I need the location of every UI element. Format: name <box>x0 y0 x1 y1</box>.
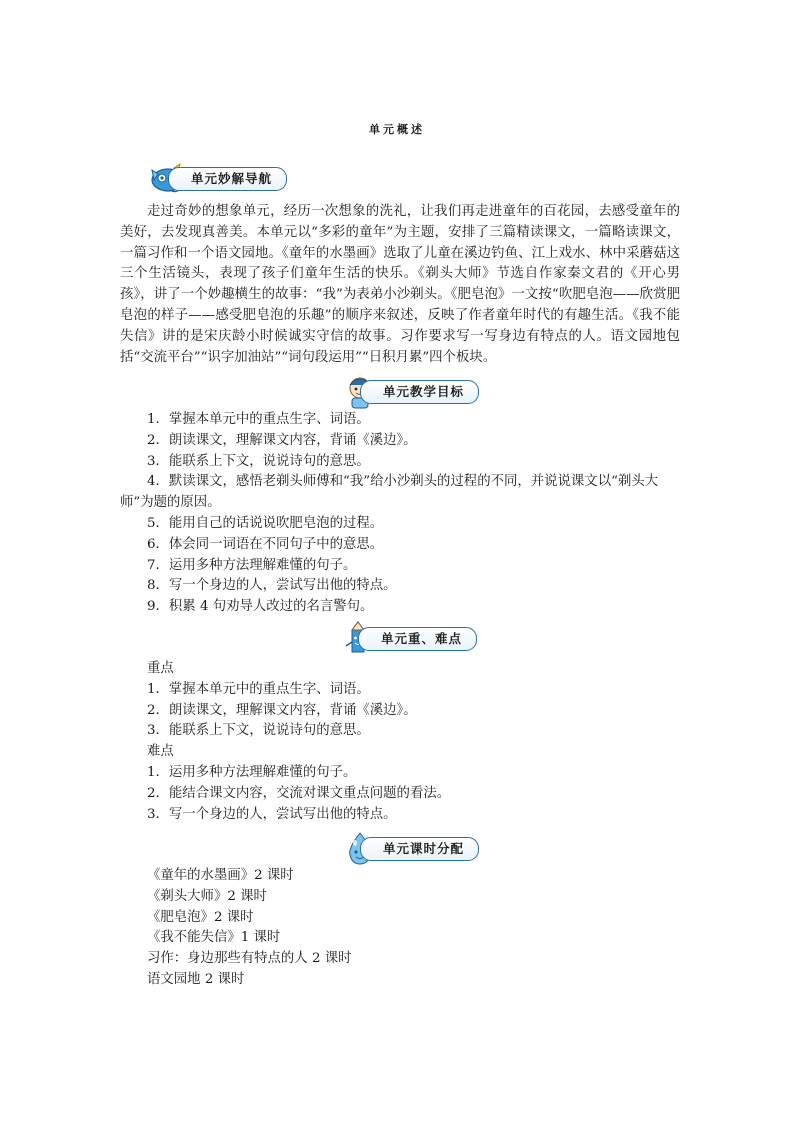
goal-item: 6．体会同一词语在不同句子中的意思。 <box>147 536 384 552</box>
focus-item: 2．朗读课文，理解课文内容，背诵《溪边》。 <box>147 702 417 718</box>
schedule-item: 习作：身边那些有特点的人 2 课时 <box>147 951 352 967</box>
difficulty-item: 2．能结合课文内容，交流对课文重点问题的看法。 <box>147 785 451 801</box>
goal-item: 5．能用自己的话说说吹肥皂泡的过程。 <box>147 515 384 531</box>
goals-list <box>120 410 680 618</box>
goal-item: 1．掌握本单元中的重点生字、词语。 <box>147 412 370 427</box>
section-banner-schedule <box>340 830 490 864</box>
section-banner-keys <box>338 620 488 654</box>
section-heading-nav: 单元妙解导航 <box>168 167 287 191</box>
section-heading-keys: 单元重、难点 <box>358 627 477 651</box>
focus-item: 3．能联系上下文，说说诗句的意思。 <box>147 723 370 739</box>
goal-item: 3．能联系上下文，说说诗句的意思。 <box>147 453 370 469</box>
keys-content <box>120 659 680 825</box>
schedule-item: 语文园地 2 课时 <box>147 971 245 987</box>
schedule-item: 《肥皂泡》2 课时 <box>147 909 254 925</box>
nav-paragraph: 走过奇妙的想象单元，经历一次想象的洗礼，让我们再走进童年的百花园，去感受童年的美好，去发现真善美。本单元以“多彩的童年”为主题，安排了三篇精读课文，一篇略读课文，一篇习作和一个语文园地。《童年的水墨画》选取了儿童在溪边钓鱼、江上戏水、林中采蘑菇这三个生活镜头，表现了孩子们童年生活的快乐。《剃头大师》节选自作家秦文君的《开心男孩》，讲了一个妙趣横生的故事：“我”为表弟小沙剃头。《肥皂泡》一文按“吹肥皂泡——欣赏肥皂泡的样子——感受肥皂泡的乐趣”的顺序来叙述，反映了作者童年时代的有趣生活。《我不能失信》讲的是宋庆龄小时候诚实守信的故事。习作要求写一写身边有特点的人。语文园地包括“交流平台”“识字加油站”“词句段运用”“日积月累”四个板块。 <box>120 204 680 365</box>
difficulty-label: 难点 <box>147 744 174 760</box>
goal-item: 8．写一个身边的人，尝试写出他的特点。 <box>147 578 397 594</box>
schedule-item: 《童年的水墨画》2 课时 <box>147 868 294 883</box>
focus-item: 1．掌握本单元中的重点生字、词语。 <box>147 681 370 697</box>
section-banner-nav <box>148 160 308 194</box>
difficulty-item: 3．写一个身边的人，尝试写出他的特点。 <box>147 806 397 822</box>
schedule-item: 《剃头大师》2 课时 <box>147 888 267 904</box>
nav-content <box>120 202 680 368</box>
document-title: 单元概述 <box>369 123 425 136</box>
goal-item: 4．默读课文，感悟老剃头师傅和“我”给小沙剃头的过程的不同，并说说课文以“剃头大师”为题的原因。 <box>120 474 659 511</box>
section-heading-schedule: 单元课时分配 <box>360 837 479 861</box>
section-banner-goals <box>340 373 490 407</box>
goal-item: 9．积累 4 句劝导人改过的名言警句。 <box>147 599 374 615</box>
schedule-item: 《我不能失信》1 课时 <box>147 930 281 946</box>
goal-item: 2．朗读课文，理解课文内容，背诵《溪边》。 <box>147 432 417 448</box>
section-heading-goals: 单元教学目标 <box>360 380 479 404</box>
difficulty-item: 1．运用多种方法理解难懂的句子。 <box>147 764 357 780</box>
focus-label: 重点 <box>147 661 174 676</box>
goal-item: 7．运用多种方法理解难懂的句子。 <box>147 557 357 573</box>
schedule-list <box>120 866 680 991</box>
